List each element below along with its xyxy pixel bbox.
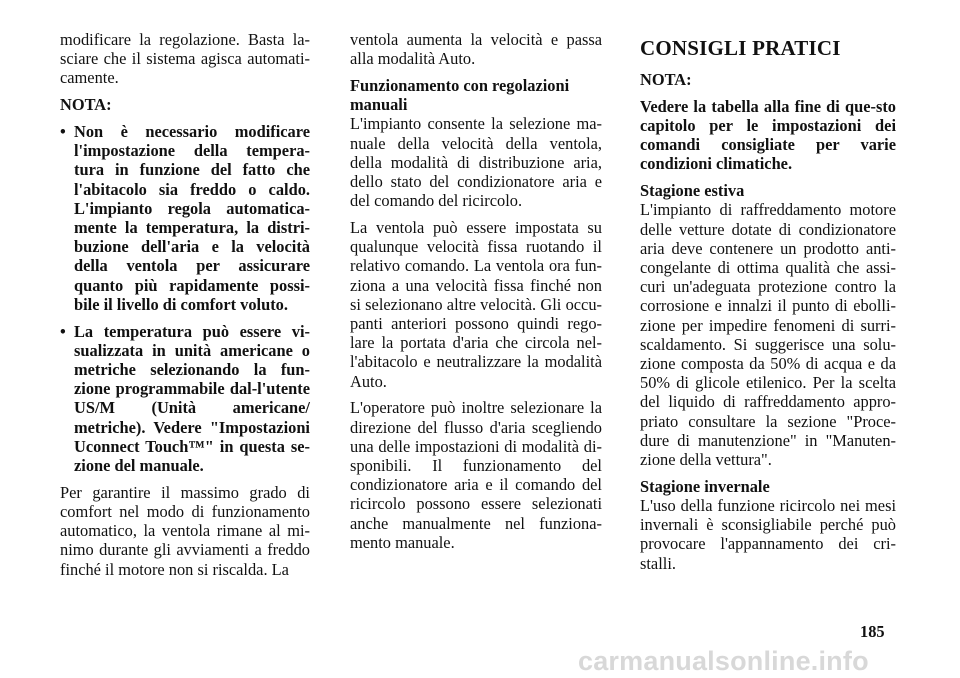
note-label: NOTA: [640, 70, 692, 89]
section-heading: Funzionamento con regolazioni manuali [350, 76, 570, 115]
section-title: CONSIGLI PRATICI [640, 36, 841, 60]
column-right [640, 30, 896, 580]
paragraph: L'operatore può inoltre selezionare la direzione del flusso d'aria scegliendo una delle impostazioni di modalità di-sponibili. Il funzionamento del condizionatore aria e il comando del ricircolo possono essere selezionati anche manualmente nel funziona-mento manuale. [350, 398, 602, 552]
bullet-icon: • [60, 122, 66, 141]
bullet-list [60, 122, 310, 475]
section-winter [640, 477, 896, 573]
bullet-text: Non è necessario modificare l'impostazione della tempera-tura in funzione del fatto che l'abitacolo sia freddo o caldo. L'impianto regola automatica-mente la temperatura, la distri-buzione dell'aria e la velocità della ventola per assicurare quanto più rapidamente possi-bile il livello di comfort voluto. [74, 122, 310, 314]
paragraph: L'impianto consente la selezione ma-nuale della velocità della ventola, della modalità di distribuzione aria, dello stato del condizionatore aria e del comando del ricircolo. [350, 114, 602, 211]
bullet-item [60, 322, 310, 476]
column-middle [350, 30, 602, 560]
bullet-text: La temperatura può essere vi-sualizzata in unità americane o metriche selezionando la fun-zione programmabile dal-l'utente US/M (Unità americane/ metriche). Vedere "Impostazioni Uconnect Touch™" in questa se-zione del manuale. [74, 321, 310, 476]
note-label: NOTA: [60, 95, 112, 115]
subsection-heading: Stagione invernale [640, 476, 770, 496]
bullet-icon: • [60, 321, 66, 341]
page-number: 185 [860, 622, 885, 641]
section-summer [640, 181, 896, 469]
bullet-item [60, 122, 310, 314]
paragraph-continuation: ventola aumenta la velocità e passa alla modalità Auto. [350, 30, 602, 69]
column-left [60, 30, 310, 586]
subsection-heading: Stagione estiva [640, 181, 745, 201]
paragraph: L'uso della funzione ricircolo nei mesi invernali è sconsigliabile perché può provocare l'appannamento dei cri-stalli. [640, 496, 896, 573]
paragraph-outro: Per garantire il massimo grado di comfort nel modo di funzionamento automatico, la ventola rimane al mi-nimo durante gli avviamenti a freddo finché il motore non si riscalda. La [60, 482, 310, 579]
section-manual [350, 76, 602, 210]
watermark: carmanualsonline.info [578, 646, 869, 676]
paragraph-intro: modificare la regolazione. Basta la-sciare che il sistema agisca automati-camente. [60, 30, 310, 88]
note-text: Vedere la tabella alla fine di que-sto capitolo per le impostazioni dei comandi consigliate per varie condizioni climatiche. [640, 96, 896, 174]
paragraph: L'impianto di raffreddamento motore delle vetture dotate di condizionatore aria deve contenere un prodotto anti-congelante di ottima qualità che assi-curi un'adeguata protezione contro la corrosione e innalzi il punto di ebolli-zione per impedire fenomeni di surri-scaldamento. Si suggerisce una solu-zione composta da 50% di acqua e da 50% di glicole etilenico. Per la scelta del liquido di raffreddamento appro-priato consultare la sezione "Proce-dure di manutenzione" in "Manuten-zione della vettura". [640, 200, 896, 470]
paragraph: La ventola può essere impostata su qualunque velocità fissa ruotando il relativo comando. La ventola ora fun-ziona a una velocità fissa finché non si selezionano altre velocità. Gli occu-panti anteriori possono quindi rego-lare la portata d'aria che circola nel-l'abitacolo e neutralizzare la modalità Auto. [350, 218, 602, 391]
